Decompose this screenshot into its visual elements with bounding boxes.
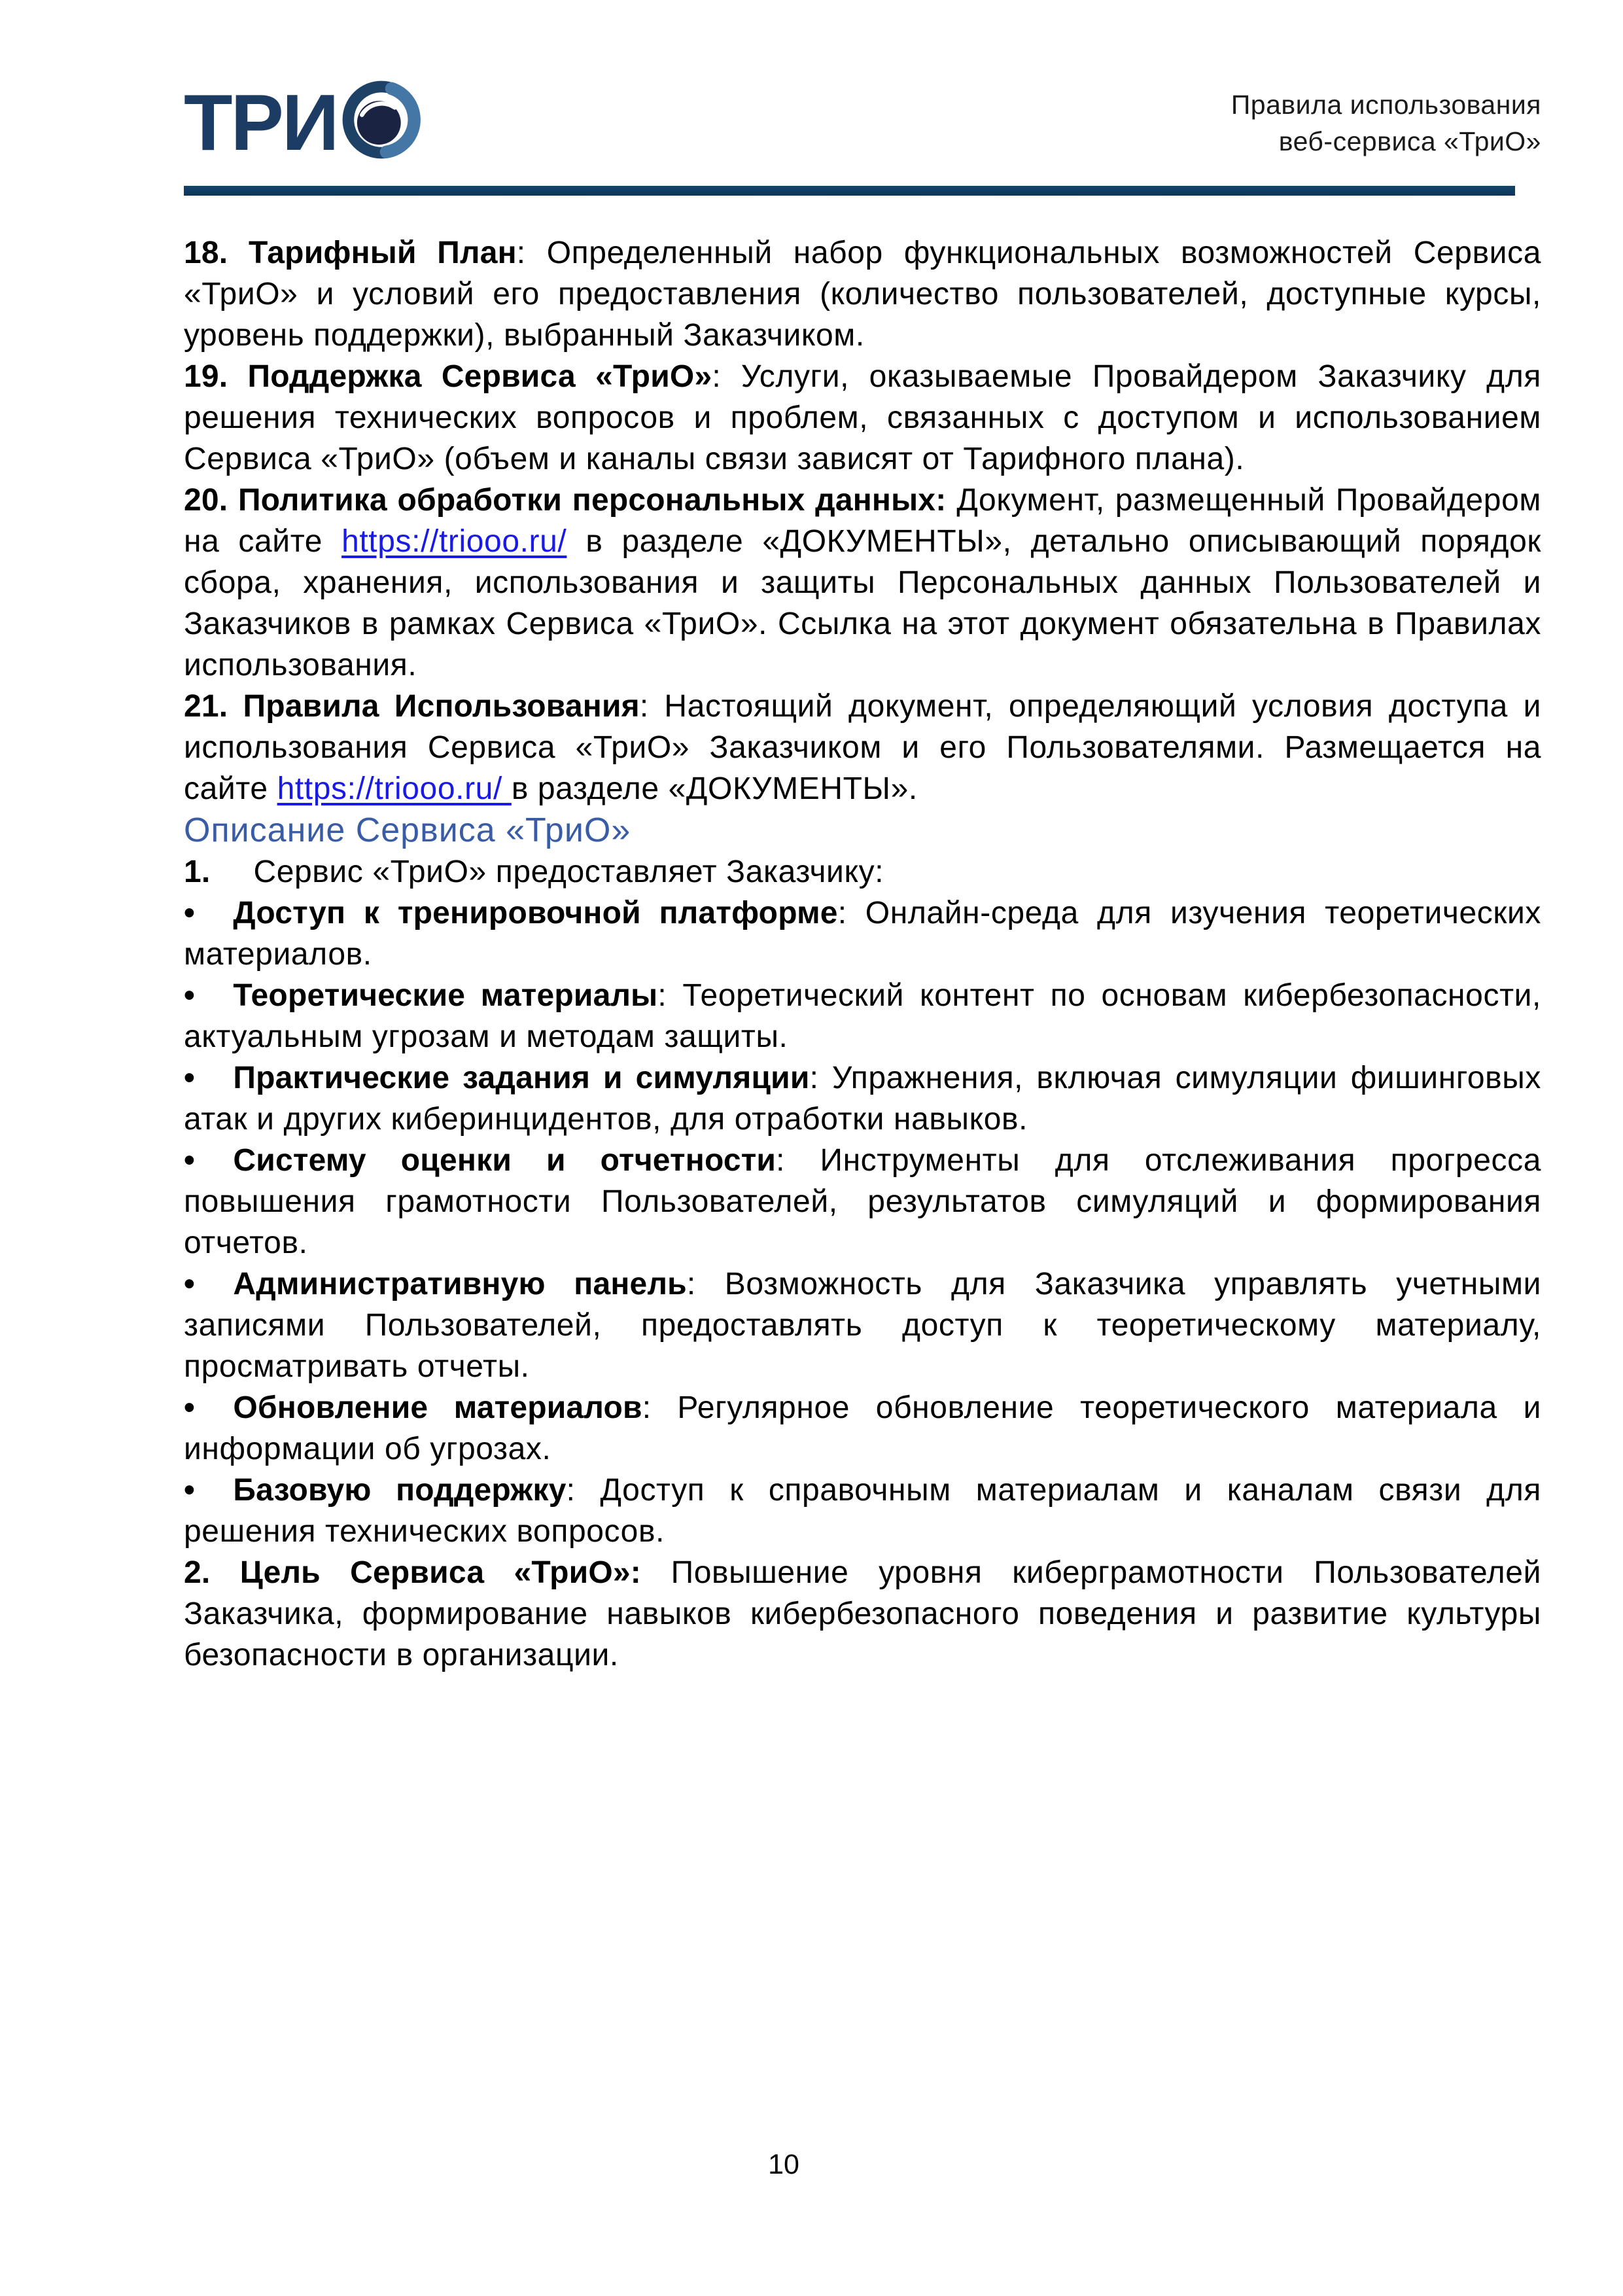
- bullet-item: [184, 1387, 1541, 1470]
- bullet-term: Административную панель: [233, 1267, 687, 1301]
- definition-term: Поддержка Сервиса «ТриО»: [247, 359, 712, 394]
- definition-term: Тарифный План: [248, 236, 517, 270]
- bullet-item: [184, 892, 1541, 975]
- list-item-text: Сервис «ТриО» предоставляет Заказчику:: [253, 855, 884, 889]
- bullet-text: : Регулярное обновление теоретического материала и информации об угрозах.: [184, 1390, 1542, 1466]
- definition-term: Правила Использования: [243, 689, 640, 724]
- definition-text: : Услуги, оказываемые Провайдером Заказчику для решения технических вопросов и проблем, связанных с доступом и использованием Сервиса «ТриО» (объем и каналы связи зависят от Тарифного плана).: [184, 359, 1541, 476]
- bullet-item: [184, 1470, 1541, 1552]
- definition-text: : Настоящий документ, определяющий условия доступа и использования Сервиса «ТриО» Заказчиком и его Пользователями. Размещается на сайте: [184, 689, 1541, 806]
- definition-paragraph-18: [184, 232, 1541, 356]
- bullet-text: : Теоретический контент по основам кибербезопасности, актуальным угрозам и методам защиты.: [184, 978, 1541, 1054]
- bullet-term: Базовую поддержку: [233, 1473, 567, 1508]
- bullet-text: : Упражнения, включая симуляции фишинговых атак и других киберинцидентов, для отработки навыков.: [184, 1061, 1541, 1137]
- header-divider: [184, 186, 1515, 196]
- bullet-icon: •: [184, 1143, 196, 1178]
- definition-number: 19.: [184, 359, 228, 394]
- bullet-text: : Онлайн-среда для изучения теоретических материалов.: [184, 896, 1542, 972]
- bullet-item: [184, 1140, 1541, 1263]
- logo-text: ТРИ: [184, 78, 338, 167]
- bullet-item: [184, 1057, 1541, 1140]
- bullet-term: Систему оценки и отчетности: [233, 1143, 777, 1178]
- definition-number: 20.: [184, 483, 228, 518]
- page-number: 10: [768, 2149, 799, 2180]
- bullet-term: Практические задания и симуляции: [233, 1061, 810, 1095]
- definition-text: в разделе «ДОКУМЕНТЫ».: [511, 771, 918, 806]
- definition-text: : Определенный набор функциональных возможностей Сервиса «ТриО» и условий его предоставления (количество пользователей, доступные курсы, уровень поддержки), выбранный Заказчиком.: [184, 236, 1541, 353]
- bullet-icon: •: [184, 896, 196, 930]
- trio-logo: [184, 77, 424, 167]
- page-header: [184, 77, 1541, 167]
- service-features-list: [184, 892, 1541, 1552]
- definition-text: Документ, размещенный Провайдером на сайте: [184, 483, 1541, 559]
- list-item-number: 1.: [184, 855, 211, 889]
- list-item-2: [184, 1552, 1541, 1676]
- definition-paragraph-20: [184, 480, 1541, 686]
- bullet-text: : Возможность для Заказчика управлять учетными записями Пользователей, предоставлять доступ к теоретическому материалу, просматривать отчеты.: [184, 1267, 1541, 1384]
- bullet-term: Обновление материалов: [233, 1390, 642, 1425]
- triooo-site-link[interactable]: https://triooo.ru/: [277, 771, 512, 806]
- bullet-term: Теоретические материалы: [233, 978, 658, 1013]
- bullet-text: : Инструменты для отслеживания прогресса повышения грамотности Пользователей, результатов симуляций и формирования отчетов.: [184, 1143, 1541, 1260]
- list-item-term: 2. Цель Сервиса «ТриО»:: [184, 1555, 641, 1590]
- bullet-item: [184, 1263, 1541, 1387]
- bullet-text: : Доступ к справочным материалам и каналам связи для решения технических вопросов.: [184, 1473, 1541, 1549]
- triooo-site-link[interactable]: https://triooo.ru/: [341, 524, 567, 559]
- bullet-icon: •: [184, 1473, 196, 1508]
- section-heading: Описание Сервиса «ТриО»: [184, 811, 631, 849]
- document-title-line2: веб-сервиса «ТриО»: [1278, 126, 1541, 156]
- definition-text: в разделе «ДОКУМЕНТЫ», детально описывающий порядок сбора, хранения, использования и защиты Персональных данных Пользователей и Заказчиков в рамках Сервиса «ТриО». Ссылка на этот документ обязательна в Правилах использования.: [184, 524, 1541, 682]
- bullet-icon: •: [184, 978, 196, 1013]
- definition-paragraph-21: [184, 686, 1541, 809]
- list-item-text: Повышение уровня киберграмотности Пользователей Заказчика, формирование навыков кибербезопасного поведения и развитие культуры безопасности в организации.: [184, 1555, 1542, 1672]
- bullet-icon: •: [184, 1267, 196, 1301]
- document-body: [184, 232, 1541, 1676]
- document-title: [1231, 86, 1541, 162]
- definition-paragraph-19: [184, 356, 1541, 480]
- bullet-item: [184, 975, 1541, 1057]
- bullet-term: Доступ к тренировочной платформе: [233, 896, 838, 930]
- list-item-1: [184, 851, 1541, 892]
- document-title-line1: Правила использования: [1230, 90, 1541, 120]
- definition-number: 18.: [184, 236, 228, 270]
- bullet-icon: •: [184, 1390, 196, 1425]
- logo-swirl-o-icon: [339, 77, 424, 162]
- definition-term: Политика обработки персональных данных:: [237, 483, 947, 518]
- definition-number: 21.: [184, 689, 228, 724]
- bullet-icon: •: [184, 1061, 196, 1095]
